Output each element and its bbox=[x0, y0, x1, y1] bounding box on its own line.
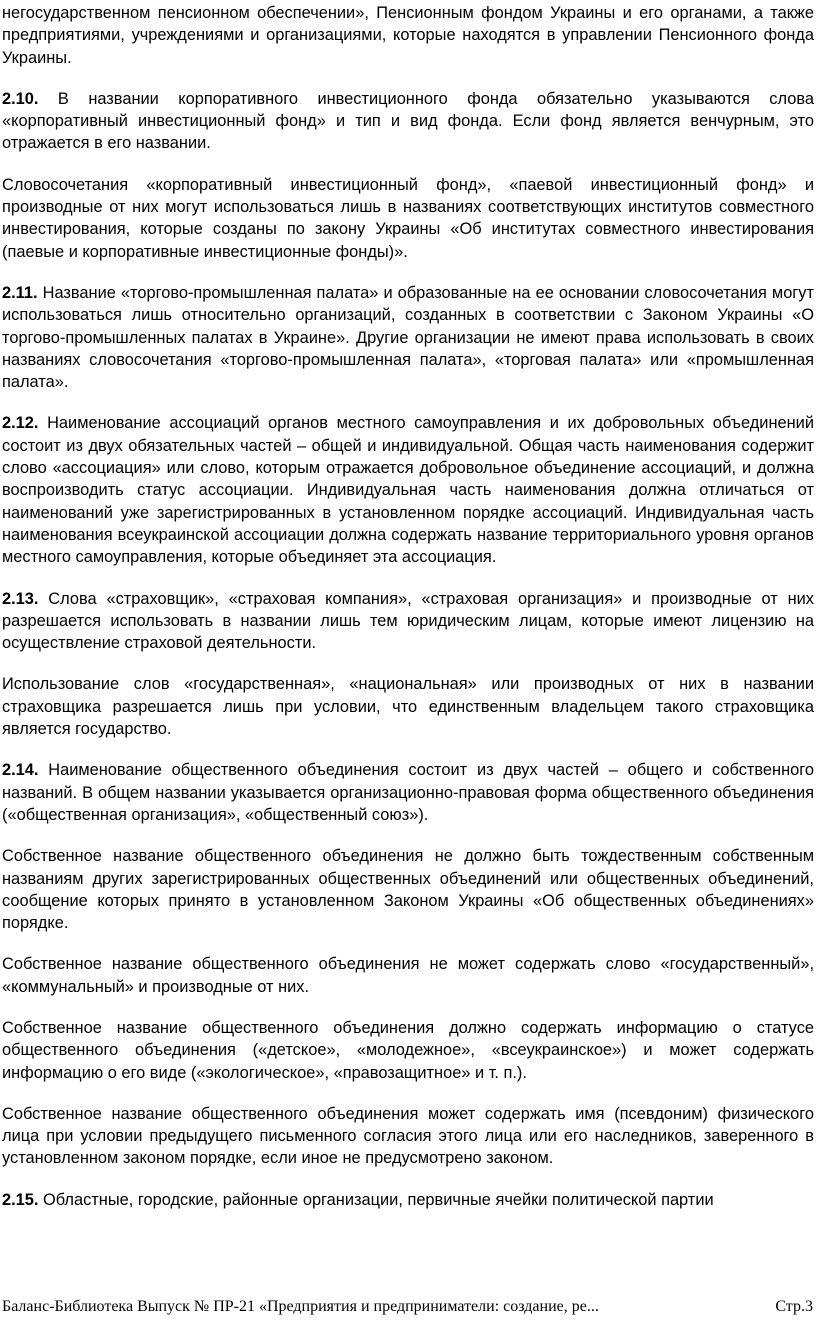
paragraph bbox=[2, 759, 814, 826]
paragraph-text: Слова «страховщик», «страховая компания», «страховая организация» и производные от них разрешается использовать в названии лишь тем юридическим лицам, которые имеют лицензию на осуществление страховой деятельности. bbox=[2, 589, 814, 653]
section-number: 2.13. bbox=[2, 589, 39, 608]
paragraph bbox=[2, 588, 814, 655]
section-number: 2.14. bbox=[2, 761, 39, 780]
paragraph-text: Собственное название общественного объединения не может содержать слово «государственный», «коммунальный» и производные от них. bbox=[2, 955, 814, 996]
paragraph-text: Название «торгово-промышленная палата» и образованные на ее основании словосочетания могут использоваться лишь относительно организаций, созданных в соответствии с Законом Украины «О торгово-промышленных палатах в Украине». Другие организации не имеют права использовать в своих названиях словосочетания «торгово-промышленная палата», «торговая палата» или «промышленная палата». bbox=[2, 283, 814, 392]
section-number: 2.12. bbox=[2, 414, 39, 433]
paragraph-text: Областные, городские, районные организации, первичные ячейки политической партии bbox=[38, 1190, 714, 1209]
paragraph bbox=[2, 2, 814, 69]
paragraph bbox=[2, 1189, 814, 1211]
paragraph bbox=[2, 1103, 814, 1170]
page-footer bbox=[0, 1298, 816, 1322]
paragraph bbox=[2, 282, 814, 393]
paragraph-text: Использование слов «государственная», «национальная» или производных от них в названии страховщика разрешается лишь при условии, что единственным владельцем такого страховщика является государство. bbox=[2, 675, 814, 739]
paragraph-text: негосударственном пенсионном обеспечении», Пенсионным фондом Украины и его органами, а также предприятиями, учреждениями и организациями, которые находятся в управлении Пенсионного фонда Украины. bbox=[2, 4, 814, 67]
paragraph bbox=[2, 174, 814, 263]
paragraph-text: Собственное название общественного объединения должно содержать информацию о статусе общественного объединения («детское», «молодежное», «всеукраинское») и может содержать информацию о его виде («экологическое», «правозащитное» и т. п.). bbox=[2, 1018, 814, 1082]
paragraph bbox=[2, 88, 814, 155]
paragraph bbox=[2, 673, 814, 740]
paragraph bbox=[2, 953, 814, 998]
page-number: Стр.3 bbox=[769, 1298, 813, 1316]
paragraph-text: Собственное название общественного объединения не должно быть тождественным собственным названиям других зарегистрированных общественных объединений или общественных объединений, сообщение которых принято в установленном Законом Украины «Об общественных объединениях» порядке. bbox=[2, 847, 814, 933]
paragraph bbox=[2, 845, 814, 934]
paragraph-text: Собственное название общественного объединения может содержать имя (псевдоним) физического лица при условии предыдущего письменного согласия этого лица или его наследников, заверенного в установленном законом порядке, если иное не предусмотрено законом. bbox=[2, 1104, 814, 1168]
paragraph-text: Словосочетания «корпоративный инвестиционный фонд», «паевой инвестиционный фонд» и производные от них могут использоваться лишь в названиях соответствующих институтов совместного инвестирования, которые созданы по закону Украины «Об институтах совместного инвестирования (паевые и корпоративные инвестиционные фонды)». bbox=[2, 175, 814, 261]
paragraph bbox=[2, 412, 814, 568]
paragraph bbox=[2, 1017, 814, 1084]
paragraph-text: Наименование общественного объединения состоит из двух частей – общего и собственного названий. В общем названии указывается организационно-правовая форма общественного объединения («общественная организация», «общественный союз»). bbox=[2, 761, 814, 824]
section-number: 2.11. bbox=[2, 283, 38, 302]
paragraph-text: Наименование ассоциаций органов местного самоуправления и их добровольных объединений состоит из двух обязательных частей – общей и индивидуальной. Общая часть наименования содержит слово «ассоциация» или слово, которым отражается добровольное объединение ассоциаций, и должна воспроизводить статус ассоциации. Индивидуальная часть наименования должна отличаться от наименований уже зарегистрированных в установленном порядке ассоциаций. Индивидуальная часть наименования всеукраинской ассоциации должна содержать название территориального уровня органов местного самоуправления, которые объединяет эта ассоциация. bbox=[2, 414, 814, 567]
paragraph-text: В названии корпоративного инвестиционного фонда обязательно указываются слова «корпоративный инвестиционный фонд» и тип и вид фонда. Если фонд является венчурным, это отражается в его названии. bbox=[2, 89, 814, 153]
footer-title: Баланс-Библиотека Выпуск № ПР-21 «Предприятия и предприниматели: создание, ре... bbox=[2, 1298, 599, 1315]
section-number: 2.15. bbox=[2, 1190, 39, 1209]
section-number: 2.10. bbox=[2, 89, 39, 108]
